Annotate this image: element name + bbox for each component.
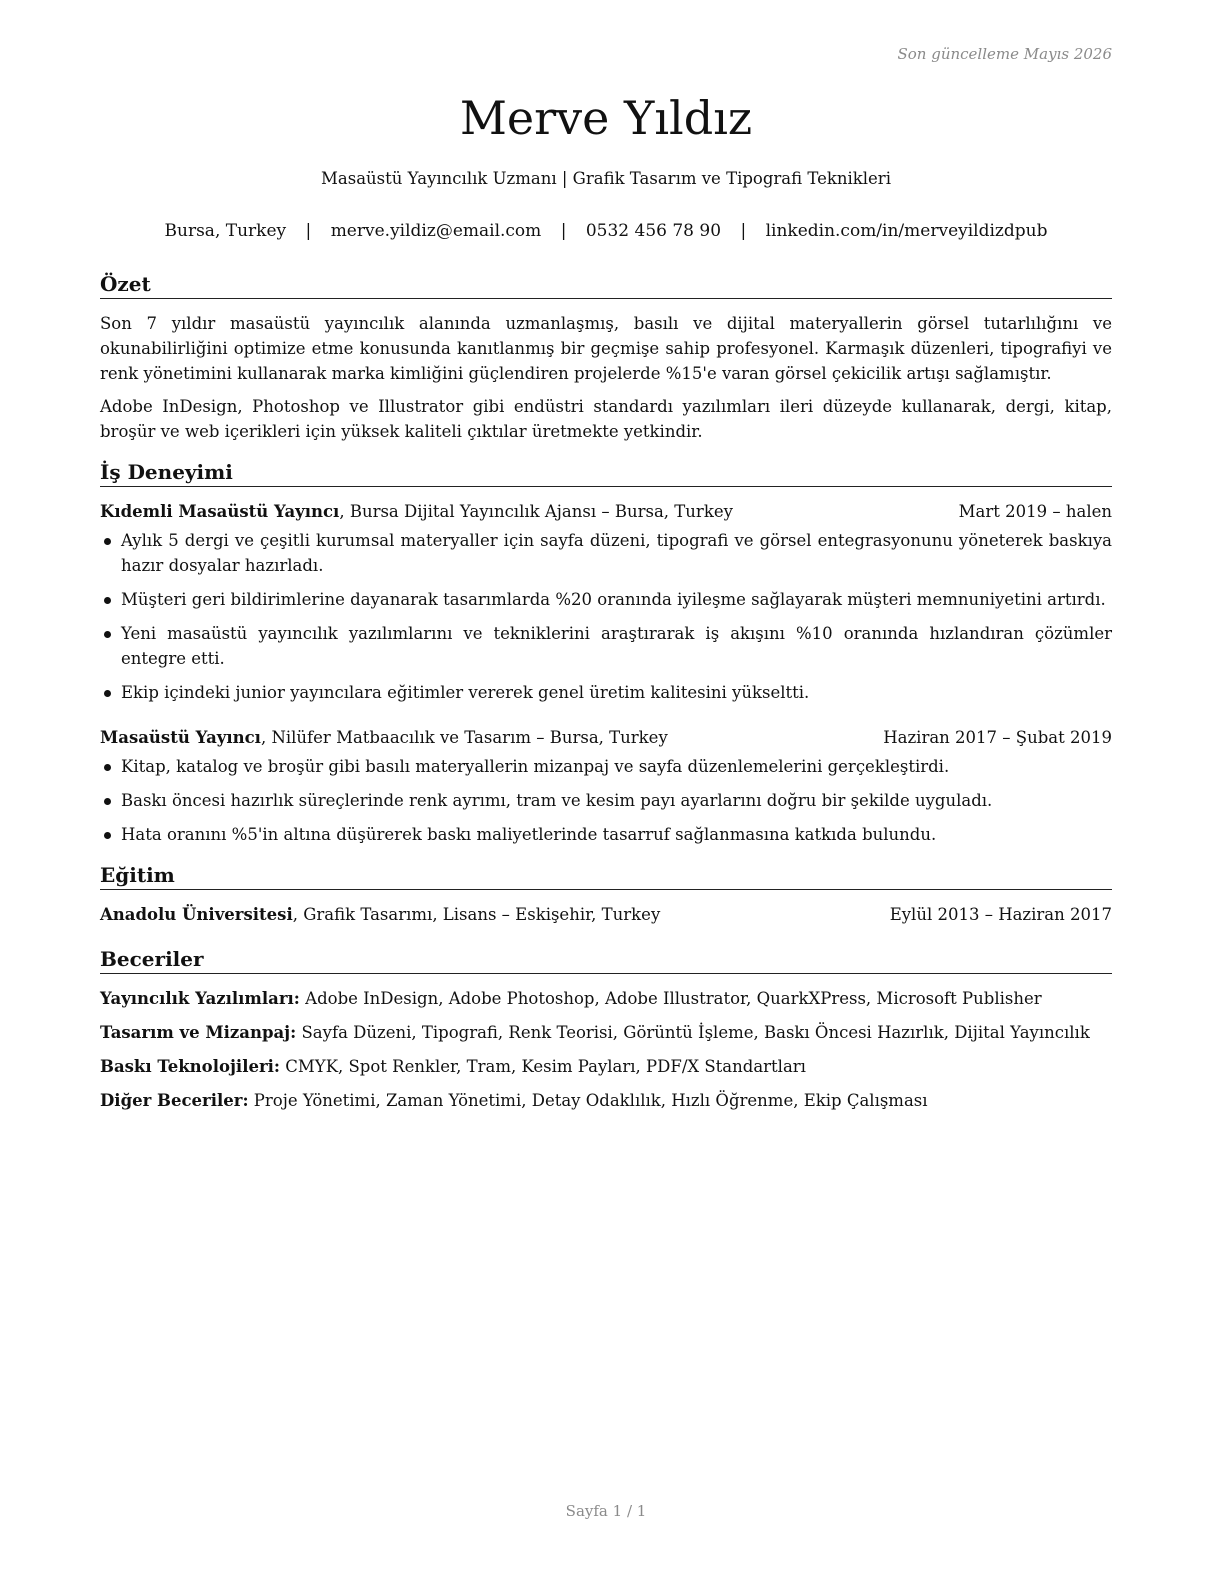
contact-linkedin-link[interactable]: linkedin.com/in/merveyildizdpub (765, 221, 1048, 241)
skill-row (100, 1020, 1112, 1045)
page-number: Sayfa 1 / 1 (565, 1502, 647, 1520)
skills-section (100, 945, 1112, 1113)
job-title-line (100, 725, 668, 750)
contact-separator: | (740, 221, 747, 241)
job-dates: Mart 2019 – halen (958, 502, 1112, 521)
experience-section (100, 458, 1112, 847)
skill-value: CMYK, Spot Renkler, Tram, Kesim Payları, PDF/X Standartları (280, 1057, 806, 1076)
resume-page (100, 0, 1112, 1584)
contact-phone: 0532 456 78 90 (585, 221, 722, 241)
summary-paragraph: Adobe InDesign, Photoshop ve Illustrator gibi endüstri standardı yazılımları ileri düzeyde kullanarak, dergi, kitap, broşür ve web içerikleri için yüksek kaliteli çıktılar üretmekte yetkindir. (100, 397, 1112, 441)
education-entry (100, 902, 1112, 927)
education-school: Anadolu Üniversitesi (100, 905, 293, 924)
contact-email-link[interactable]: merve.yildiz@email.com (330, 221, 542, 241)
job-organization: , Nilüfer Matbaacılık ve Tasarım – Bursa, Turkey (260, 728, 668, 747)
skill-label: Yayıncılık Yazılımları: (100, 989, 300, 1008)
education-dates: Eylül 2013 – Haziran 2017 (889, 905, 1112, 924)
last-updated-note: Son güncelleme Mayıs 2026 (897, 45, 1112, 63)
skill-row (100, 1054, 1112, 1079)
skill-value: Proje Yönetimi, Zaman Yönetimi, Detay Odaklılık, Hızlı Öğrenme, Ekip Çalışması (248, 1091, 928, 1110)
skill-label: Tasarım ve Mizanpaj: (100, 1023, 297, 1042)
bullet-item: Yeni masaüstü yayıncılık yazılımlarını ve tekniklerini araştırarak iş akışını %10 oranında hızlandıran çözümler entegre etti. (100, 621, 1112, 671)
job-entry (100, 499, 1112, 705)
skill-label: Diğer Beceriler: (100, 1091, 249, 1110)
summary-paragraph: Son 7 yıldır masaüstü yayıncılık alanında uzmanlaşmış, basılı ve dijital materyallerin görsel tutarlılığını ve okunabilirliğini optimize etme konusunda kanıtlanmış bir geçmişe sahip profesyonel. Karmaşık düzenleri, tipografiyi ve renk yönetimini kullanarak marka kimliğini güçlendiren projelerde %15'e varan görsel çekicilik artışı sağlamıştır. (100, 314, 1112, 383)
bullet-item: Aylık 5 dergi ve çeşitli kurumsal materyaller için sayfa düzeni, tipografi ve görsel entegrasyonunu yöneterek baskıya hazır dosyalar hazırladı. (100, 528, 1112, 578)
education-detail: , Grafik Tasarımı, Lisans – Eskişehir, Turkey (292, 905, 661, 924)
bullet-item: Hata oranını %5'in altına düşürerek baskı maliyetlerinde tasarruf sağlanmasına katkıda bulundu. (100, 822, 1112, 847)
contact-line (100, 220, 1112, 242)
resume-content (100, 270, 1112, 1122)
job-header (100, 725, 1112, 750)
bullet-item: Baskı öncesi hazırlık süreçlerinde renk ayrımı, tram ve kesim payı ayarlarını doğru bir şekilde uyguladı. (100, 788, 1112, 813)
job-role: Kıdemli Masaüstü Yayıncı (100, 502, 340, 521)
skills-heading: Beceriler (100, 945, 1112, 974)
bullet-item: Müşteri geri bildirimlerine dayanarak tasarımlarda %20 oranında iyileşme sağlayarak müşteri memnuniyetini artırdı. (100, 587, 1112, 612)
bullet-item: Ekip içindeki junior yayıncılara eğitimler vererek genel üretim kalitesini yükseltti. (100, 680, 1112, 705)
skill-label: Baskı Teknolojileri: (100, 1057, 281, 1076)
skill-value: Adobe InDesign, Adobe Photoshop, Adobe Illustrator, QuarkXPress, Microsoft Publisher (299, 989, 1042, 1008)
contact-separator: | (305, 221, 312, 241)
summary-heading: Özet (100, 270, 1112, 299)
education-section (100, 861, 1112, 927)
skill-value: Sayfa Düzeni, Tipografi, Renk Teorisi, Görüntü İşleme, Baskı Öncesi Hazırlık, Dijital Yayıncılık (296, 1023, 1090, 1042)
job-header (100, 499, 1112, 524)
skill-row (100, 986, 1112, 1011)
professional-tagline: Masaüstü Yayıncılık Uzmanı | Grafik Tasarım ve Tipografi Teknikleri (321, 169, 891, 188)
job-dates: Haziran 2017 – Şubat 2019 (883, 728, 1112, 747)
skill-row (100, 1088, 1112, 1113)
bullet-item: Kitap, katalog ve broşür gibi basılı materyallerin mizanpaj ve sayfa düzenlemelerini gerçekleştirdi. (100, 754, 1112, 779)
person-name: Merve Yıldız (459, 91, 753, 145)
job-title-line (100, 499, 733, 524)
job-bullets (100, 754, 1112, 847)
education-title-line (100, 902, 660, 927)
job-entry (100, 725, 1112, 847)
experience-heading: İş Deneyimi (100, 458, 1112, 487)
contact-location: Bursa, Turkey (164, 221, 287, 241)
summary-section (100, 270, 1112, 444)
contact-separator: | (560, 221, 567, 241)
job-bullets (100, 528, 1112, 705)
education-heading: Eğitim (100, 861, 1112, 890)
job-organization: , Bursa Dijital Yayıncılık Ajansı – Bursa, Turkey (339, 502, 733, 521)
job-role: Masaüstü Yayıncı (100, 728, 261, 747)
